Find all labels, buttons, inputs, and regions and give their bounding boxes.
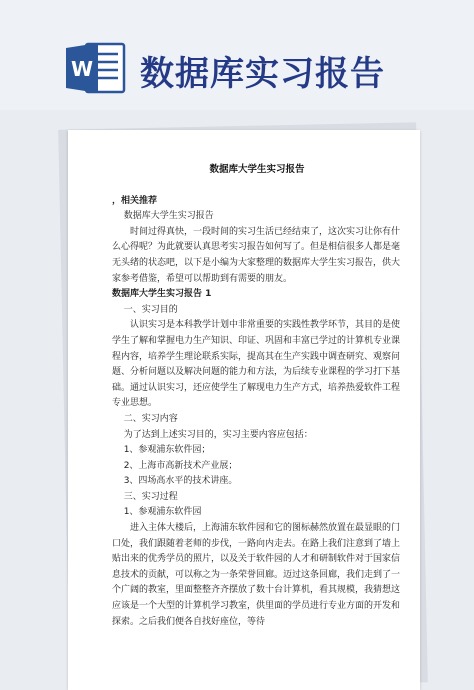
- banner-title: 数据库实习报告: [140, 54, 385, 94]
- word-document-icon: [64, 40, 126, 96]
- document-body: [112, 158, 402, 630]
- related-heading: ，相关推荐: [112, 195, 158, 206]
- document-paragraph: 时间过得真快，一段时间的实习生活已经结束了，这次实习让你有什么心得呢？为此就要认真思考实习报告如何写了。但是相信很多人都是毫无头绪的状态吧，以下是小编为大家整理的数据库大学生实习报告，供大家参考借鉴，希望可以帮助到有需要的朋友。: [112, 226, 401, 284]
- document-paragraph: 二、实习内容: [123, 413, 178, 424]
- document-paragraph: 认识实习是本科教学计划中非常重要的实践性教学环节，其目的是使学生了解和掌握电力生产知识、印证、巩固和丰富已学过的计算机专业课程内容，培养学生理论联系实际，提高其在生产实践中调查研究、观察问题、分析问题以及解决问题的能力和方法，为后续专业课程的学习打下基础。通过认识实习，还应使学生了解现电力生产方式，培养热爱软件工程专业思想。: [112, 320, 401, 409]
- document-paragraph: 进入主体大楼后，上海浦东软件园和它的图标赫然放置在最显眼的门口处，我们跟随着老师的步伐，一路向内走去。在路上我们注意到了墙上贴出来的优秀学员的照片，以及关于软件园的人才和研制软件对于国家信息技术的贡献，可以称之为一条荣誉回廊。迈过这条回廊，我们走到了一个广阔的教室，里面整整齐齐摆放了数十台计算机，看其规模，我猜想这应该是一个大型的计算机学习教室，供里面的学员进行专业方面的开发和探索。之后我们便各自找好座位，等待: [112, 523, 401, 627]
- document-banner: [0, 0, 474, 110]
- document-page: [68, 130, 420, 690]
- document-paragraph: 一、实习目的: [123, 304, 178, 315]
- word-logo-letter: W: [70, 57, 94, 81]
- document-paragraph: 2、上海市高新技术产业展；: [123, 460, 238, 471]
- document-paragraph: 三、实习过程: [123, 491, 178, 502]
- document-paragraph: 数据库大学生实习报告: [123, 211, 214, 222]
- related-heading-text: 相关推荐: [121, 195, 158, 206]
- document-paragraph: 3、四场高水平的技术讲座。: [123, 476, 238, 487]
- document-paragraph: 1、参观浦东软件园；: [123, 445, 211, 456]
- document-paragraph: 1、参观浦东软件园: [123, 507, 202, 518]
- document-paragraphs: [112, 209, 402, 630]
- document-paragraph: 为了达到上述实习目的，实习主要内容应包括：: [123, 429, 313, 440]
- document-paragraph: 数据库大学生实习报告 1: [112, 289, 212, 300]
- document-title: 数据库大学生实习报告: [209, 164, 305, 175]
